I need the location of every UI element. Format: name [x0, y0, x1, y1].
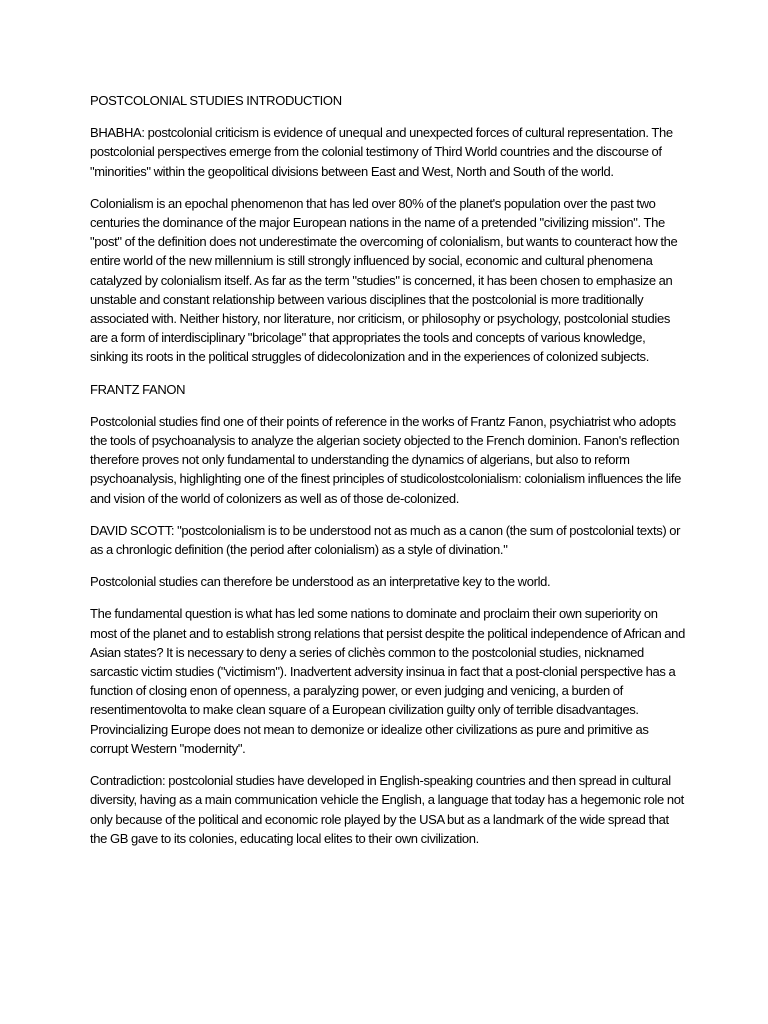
paragraph-contradiction: Contradiction: postcolonial studies have developed in English-speaking countries and then spread in cultural diversity, having as a main communication vehicle the English, a language that today has a hegemonic role not only because of the political and economic role played by the USA but as a landmark of the wide spread that the GB gave to its colonies, educating local elites to their own civilization. [90, 773, 684, 846]
paragraph-fanon: Postcolonial studies find one of their points of reference in the works of Frantz Fanon, psychiatrist who adopts the tools of psychoanalysis to analyze the algerian society objected to the French dominion. Fanon's reflection therefore proves not only fundamental to understanding the dynamics of algerians, but also to reform psychoanalysis, highlighting one of the finest principles of studicolostcolonialism: colonialism influences the life and vision of the world of colonizers as well as of those de-colonized. [90, 413, 681, 506]
paragraph-fundamental-question: The fundamental question is what has led some nations to dominate and proclaim their own superiority on most of the planet and to establish strong relations that persist despite the political independence of African and Asian states? It is necessary to deny a series of clichès common to the postcolonial studies, nicknamed sarcastic victim studies ("victimism"). Inadvertent adversity insinua in fact that a post-clonial perspective has a function of closing enon of openness, a paralyzing power, or even judging and venicing, a burden of resentimentovolta to make clean square of a European civilization guilty only of terrible disadvantages. Provincializing Europe does not mean to demonize or idealize other civilizations as pure and primitive as corrupt Western "modernity". [90, 606, 685, 756]
paragraph-bhabha: BHABHA: postcolonial criticism is evidence of unequal and unexpected forces of cultural representation. The postcolonial perspectives emerge from the colonial testimony of Third World countries and the discourse of "minorities" within the geopolitical divisions between East and West, North and South of the world. [90, 125, 673, 179]
document-title: POSTCOLONIAL STUDIES INTRODUCTION [90, 93, 342, 108]
heading-frantz-fanon: FRANTZ FANON [90, 381, 186, 397]
paragraph-colonialism: Colonialism is an epochal phenomenon that has led over 80% of the planet's population over the past two centuries the dominance of the major European nations in the name of a pretended "civilizing mission". The "post" of the definition does not underestimate the overcoming of colonialism, but wants to counteract how the entire world of the new millennium is still strongly influenced by social, economic and cultural phenomena catalyzed by colonialism itself. As far as the term "studies" is concerned, it has been chosen to emphasize an unstable and constant relationship between various disciplines that the postcolonial is more traditionally associated with. Neither history, nor literature, nor criticism, or philosophy or psychology, postcolonial studies are a form of interdisciplinary "bricolage" that appropriates the tools and concepts of various knowledge, sinking its roots in the political struggles of didecolonization and in the experiences of colonized subjects. [90, 195, 678, 365]
document-body [90, 91, 686, 861]
paragraph-interpretative-key: Postcolonial studies can therefore be understood as an interpretative key to the world. [90, 574, 551, 590]
paragraph-david-scott: DAVID SCOTT: "postcolonialism is to be understood not as much as a canon (the sum of postcolonial texts) or as a chronlogic definition (the period after colonialism) as a style of divination." [90, 522, 681, 558]
